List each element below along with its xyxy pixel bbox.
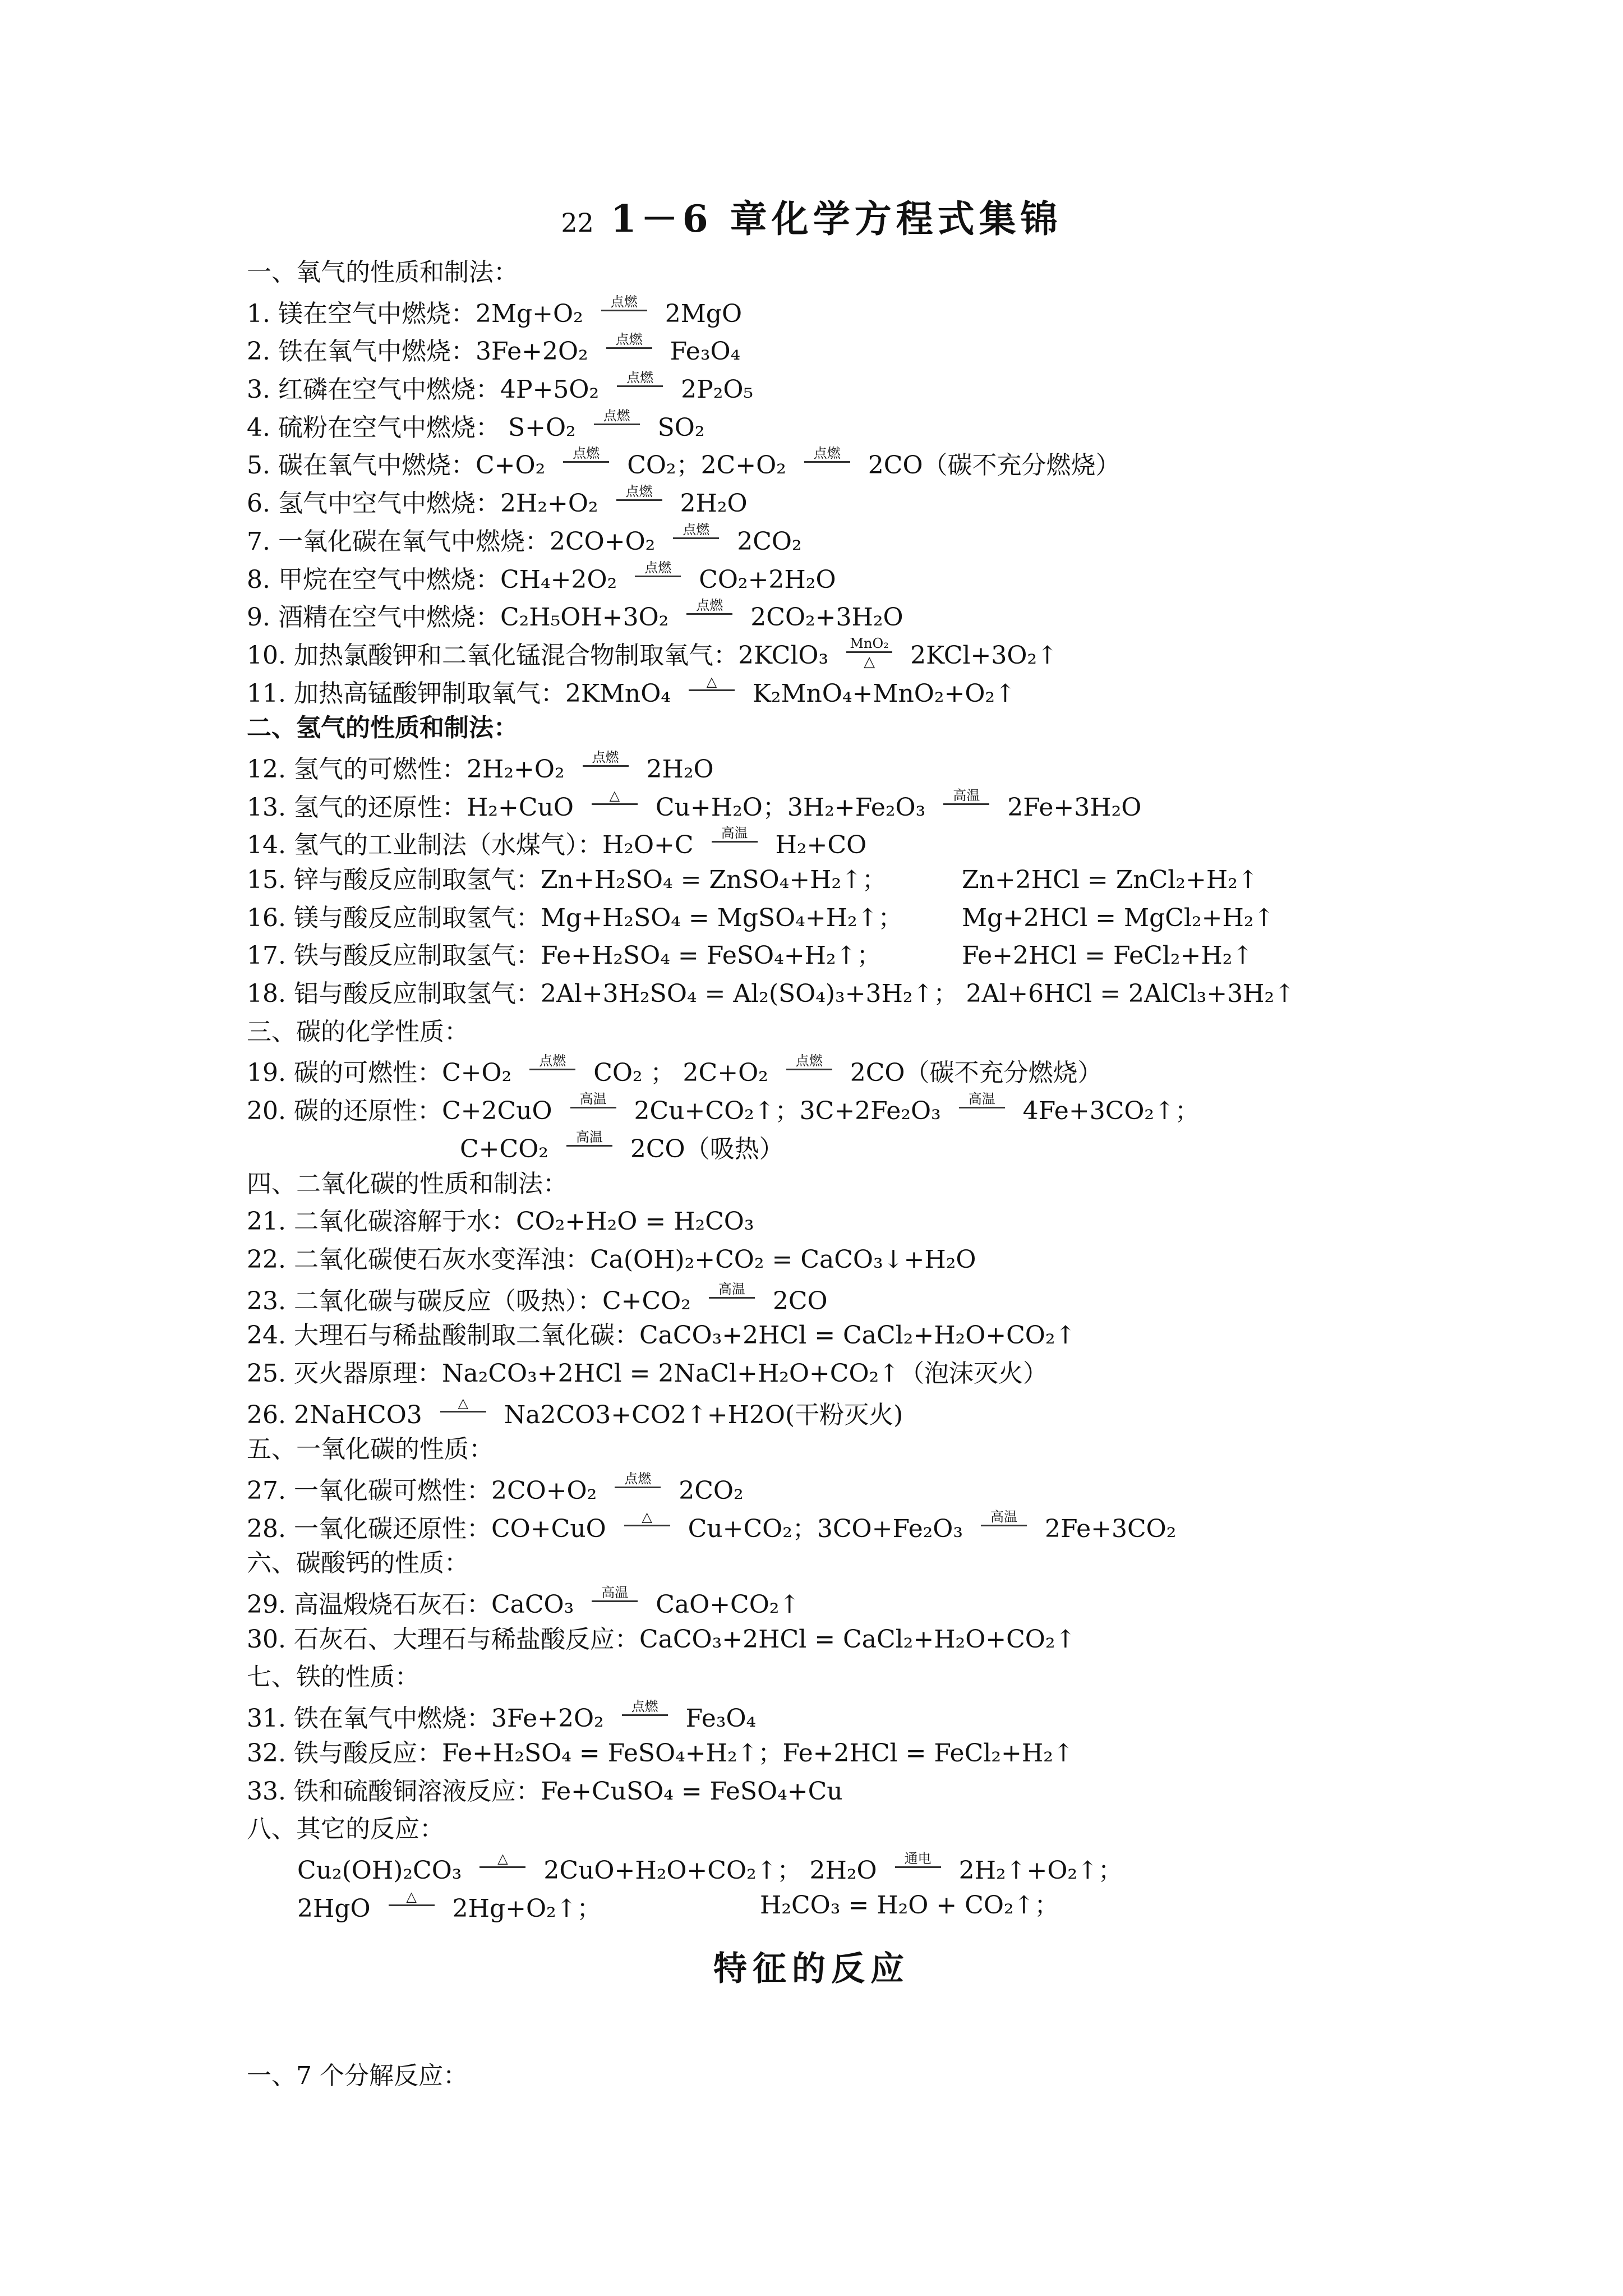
reaction-arrow [784, 1051, 834, 1084]
reaction-condition: 点燃 [813, 445, 841, 462]
equation-line [247, 861, 1581, 899]
reaction-arrow [844, 633, 895, 670]
equation-text: 27. 一氧化碳可燃性：2CO+O₂ 点燃 2CO₂ [247, 1476, 744, 1505]
equation-line [247, 1658, 1581, 1696]
reaction-condition: 点燃 [592, 749, 619, 765]
equation-text: 21. 二氧化碳溶解于水：CO₂+H₂O = H₂CO₃ [247, 1207, 754, 1236]
equation-line [247, 1582, 1581, 1621]
reaction-arrow [386, 1887, 437, 1920]
equation-text: 25. 灭火器原理：Na₂CO₃+2HCl = 2NaCl+H₂O+CO₂↑（泡沫灭火） [247, 1359, 1048, 1388]
equation-line [247, 367, 1581, 406]
reaction-condition: 点燃 [573, 445, 600, 462]
equation-text: 23. 二氧化碳与碳反应（吸热）：C+CO₂ 高温 2CO [247, 1287, 828, 1315]
equation-line [247, 937, 1581, 975]
reaction-arrow [615, 367, 665, 401]
reaction-arrow [527, 1051, 578, 1084]
equation-line [247, 1051, 1581, 1089]
reaction-condition: 点燃 [696, 597, 723, 614]
equation-line [247, 1773, 1581, 1811]
equation-line [247, 329, 1581, 367]
equation-line [247, 747, 1581, 785]
reaction-condition: △ [706, 673, 717, 689]
reaction-arrow [561, 443, 611, 477]
equation-text: 29. 高温煅烧石灰石：CaCO₃ 高温 CaO+CO₂↑ [247, 1590, 800, 1619]
equation-text: 七、铁的性质： [247, 1663, 419, 1692]
reaction-arrow [589, 785, 640, 819]
equation-line [247, 1507, 1581, 1545]
equation-line [247, 1621, 1581, 1659]
reaction-condition: 点燃 [615, 332, 643, 348]
reaction-condition: 高温 [718, 1281, 745, 1297]
equation-text: 11. 加热高锰酸钾制取氧气：2KMnO₄ △ K₂MnO₄+MnO₂+O₂↑ [247, 679, 1016, 708]
reaction-condition: 通电 [904, 1850, 932, 1866]
equation-text: 9. 酒精在空气中燃烧：C₂H₅OH+3O₂ 点燃 2CO₂+3H₂O [247, 603, 903, 632]
reaction-arrow [568, 1089, 619, 1122]
reaction-condition: 点燃 [603, 407, 630, 424]
equation-text: 五、一氧化碳的性质： [247, 1435, 494, 1464]
equation-text: 14. 氢气的工业制法（水煤气）：H₂O+C 高温 H₂+CO [247, 831, 866, 859]
equation-text: 20. 碳的还原性：C+2CuO 高温 2Cu+CO₂↑；3C+2Fe₂O₃ 高温 4Fe+3CO₂↑； [247, 1097, 1200, 1125]
equation-text: 4. 硫粉在空气中燃烧： S+O₂ 点燃 SO₂ [247, 413, 705, 442]
equation-text-second: Mg+2HCl = MgCl₂+H₂↑ [962, 903, 1275, 932]
equation-line [247, 1734, 1581, 1773]
reaction-arrow [802, 443, 852, 477]
reaction-condition: 高温 [579, 1091, 607, 1107]
reaction-arrow [612, 1469, 663, 1502]
last-section-heading: 一、7 个分解反应： [247, 2062, 468, 2090]
equation-text: 31. 铁在氧气中燃烧：3Fe+2O₂ 点燃 Fe₃O₄ [247, 1704, 756, 1733]
reaction-arrow [599, 292, 649, 325]
reaction-condition: △ [642, 1508, 652, 1525]
equation-text: 六、碳酸钙的性质： [247, 1549, 469, 1578]
equation-text: 33. 铁和硫酸铜溶液反应：Fe+CuSO₄ = FeSO₄+Cu [247, 1777, 843, 1806]
equation-line [247, 1203, 1581, 1241]
equation-line [247, 975, 1581, 1013]
equation-text: 3. 红磷在空气中燃烧：4P+5O₂ 点燃 2P₂O₅ [247, 375, 753, 404]
reaction-arrow [707, 1279, 757, 1313]
reaction-condition: 点燃 [626, 370, 654, 386]
reaction-condition: 高温 [968, 1091, 995, 1107]
equation-line [247, 1848, 1581, 1887]
equation-line [247, 1469, 1581, 1507]
equation-text: 18. 铝与酸反应制取氢气：2Al+3H₂SO₄ = Al₂(SO₄)₃+3H₂↑； 2Al+6HCl = 2AlCl₃+3H₂↑ [247, 979, 1295, 1009]
reaction-condition: 点燃 [644, 559, 672, 576]
reaction-arrow [622, 1507, 672, 1540]
equation-text: 2. 铁在氧气中燃烧：3Fe+2O₂ 点燃 Fe₃O₄ [247, 337, 740, 366]
reaction-condition: 点燃 [539, 1053, 566, 1069]
equation-line [247, 1127, 1581, 1165]
equation-text: 16. 镁与酸反应制取氢气：Mg+H₂SO₄ = MgSO₄+H₂↑； [247, 903, 903, 932]
title-number: 22 [561, 208, 594, 238]
equation-line [247, 1696, 1581, 1734]
reaction-arrow [438, 1393, 488, 1427]
equation-line [247, 254, 1581, 292]
equation-line [247, 595, 1581, 633]
reaction-arrow [979, 1507, 1029, 1540]
reaction-condition: 点燃 [625, 484, 653, 500]
reaction-condition: 点燃 [624, 1471, 652, 1487]
equation-line [247, 823, 1581, 861]
reaction-condition: 点燃 [683, 521, 710, 537]
reaction-condition: 高温 [721, 825, 748, 841]
equation-text-second: Fe+2HCl = FeCl₂+H₂↑ [962, 941, 1253, 970]
reaction-arrow [477, 1848, 528, 1882]
reaction-arrow [686, 671, 737, 705]
reaction-condition: 点燃 [610, 293, 638, 310]
equation-list [247, 254, 1581, 1924]
equation-text: 30. 石灰石、大理石与稀盐酸反应：CaCO₃+2HCl = CaCl₂+H₂O+CO₂↑ [247, 1625, 1076, 1654]
equation-line [247, 406, 1581, 444]
equation-text: 三、碳的化学性质： [247, 1017, 469, 1046]
equation-text: 一、氧气的性质和制法： [247, 258, 518, 287]
equation-line [247, 519, 1581, 558]
equation-line [247, 1544, 1581, 1582]
reaction-condition: 高温 [575, 1129, 603, 1145]
equation-line [247, 1810, 1581, 1848]
equation-text: 八、其它的反应： [247, 1815, 444, 1844]
section-subtitle: 特征的反应 [713, 1949, 910, 1989]
reaction-arrow [614, 481, 665, 515]
equation-line [247, 1279, 1581, 1317]
reaction-condition: MnO₂ [850, 635, 889, 651]
equation-text-second: Zn+2HCl = ZnCl₂+H₂↑ [962, 866, 1258, 894]
reaction-arrow [620, 1696, 670, 1730]
reaction-arrow [589, 1582, 640, 1616]
equation-text: 1. 镁在空气中燃烧：2Mg+O₂ 点燃 2MgO [247, 300, 742, 328]
reaction-arrow [671, 519, 721, 553]
reaction-arrow [893, 1848, 943, 1882]
reaction-condition-below: △ [864, 653, 875, 670]
equation-line [247, 292, 1581, 330]
reaction-arrow [580, 747, 631, 781]
reaction-condition: △ [406, 1888, 417, 1904]
reaction-condition: 高温 [601, 1585, 629, 1601]
reaction-condition: 点燃 [795, 1053, 823, 1069]
reaction-arrow [684, 595, 735, 629]
equation-line [247, 671, 1581, 710]
equation-text: 10. 加热氯酸钾和二氧化锰混合物制取氧气：2KClO₃ MnO₂ △ 2KCl+3O₂↑ [247, 641, 1058, 670]
equation-line [247, 1013, 1581, 1051]
equation-line [247, 785, 1581, 823]
equation-text: 19. 碳的可燃性：C+O₂ 点燃 CO₂ ； 2C+O₂ 点燃 2CO（碳不充分燃烧） [247, 1059, 1102, 1087]
equation-text: 28. 一氧化碳还原性：CO+CuO △ Cu+CO₂；3CO+Fe₂O₃ 高温 2Fe+3CO₂ [247, 1515, 1176, 1543]
equation-line [247, 1430, 1581, 1469]
reaction-arrow [709, 823, 760, 857]
reaction-condition: △ [458, 1395, 469, 1411]
reaction-arrow [592, 406, 642, 439]
equation-line [247, 1393, 1581, 1431]
equation-text: 26. 2NaHCO3 △ Na2CO3+CO2↑+H2O(干粉灭火) [247, 1401, 903, 1429]
reaction-condition: 高温 [953, 787, 980, 803]
equation-text: 5. 碳在氧气中燃烧：C+O₂ 点燃 CO₂；2C+O₂ 点燃 2CO（碳不充分燃烧） [247, 451, 1121, 480]
equation-text-second: H₂CO₃ = H₂O + CO₂↑； [760, 1890, 1059, 1920]
equation-text: C+CO₂ 高温 2CO（吸热） [460, 1135, 784, 1163]
equation-line [247, 1355, 1581, 1393]
reaction-arrow [941, 785, 992, 819]
equation-text: 6. 氢气中空气中燃烧：2H₂+O₂ 点燃 2H₂O [247, 489, 748, 518]
equation-text: 12. 氢气的可燃性：2H₂+O₂ 点燃 2H₂O [247, 755, 714, 784]
title-text: 1－6 章化学方程式集锦 [610, 197, 1062, 241]
equation-text: 四、二氧化碳的性质和制法： [247, 1169, 568, 1198]
equation-line [247, 1165, 1581, 1203]
equation-text: 15. 锌与酸反应制取氢气：Zn+H₂SO₄ = ZnSO₄+H₂↑； [247, 866, 887, 894]
reaction-condition: △ [497, 1850, 508, 1866]
equation-text: 2HgO △ 2Hg+O₂↑； [297, 1894, 602, 1923]
equation-line [247, 558, 1581, 596]
equation-text: 17. 铁与酸反应制取氢气：Fe+H₂SO₄ = FeSO₄+H₂↑； [247, 941, 882, 970]
equation-text: 24. 大理石与稀盐酸制取二氧化碳：CaCO₃+2HCl = CaCl₂+H₂O+CO₂↑ [247, 1321, 1076, 1350]
reaction-arrow [564, 1127, 615, 1161]
equation-line [247, 899, 1581, 937]
equation-line [247, 481, 1581, 519]
equation-text: 22. 二氧化碳使石灰水变浑浊：Ca(OH)₂+CO₂ = CaCO₃↓+H₂O [247, 1245, 976, 1274]
reaction-arrow [633, 558, 683, 591]
equation-text: 32. 铁与酸反应：Fe+H₂SO₄ = FeSO₄+H₂↑；Fe+2HCl = FeCl₂+H₂↑ [247, 1738, 1074, 1768]
equation-text: 8. 甲烷在空气中燃烧：CH₄+2O₂ 点燃 CO₂+2H₂O [247, 565, 836, 594]
equation-line [247, 1089, 1581, 1127]
equation-line [247, 709, 1581, 747]
equation-line [247, 1317, 1581, 1355]
equation-line [247, 443, 1581, 481]
reaction-condition: 高温 [990, 1508, 1017, 1525]
equation-text: 13. 氢气的还原性：H₂+CuO △ Cu+H₂O；3H₂+Fe₂O₃ 高温 2Fe+3H₂O [247, 793, 1141, 822]
equation-text: Cu₂(OH)₂CO₃ △ 2CuO+H₂O+CO₂↑； 2H₂O 通电 2H₂↑+O₂↑； [297, 1856, 1123, 1885]
page-title [0, 196, 1623, 245]
reaction-condition: 点燃 [631, 1699, 658, 1715]
equation-text: 二、氢气的性质和制法： [247, 714, 518, 743]
equation-text: 7. 一氧化碳在氧气中燃烧：2CO+O₂ 点燃 2CO₂ [247, 527, 802, 556]
equation-line [247, 633, 1581, 671]
reaction-arrow [957, 1089, 1007, 1122]
reaction-arrow [604, 329, 654, 363]
equation-line [247, 1887, 1581, 1925]
reaction-condition: △ [609, 787, 620, 803]
equation-line [247, 1241, 1581, 1279]
